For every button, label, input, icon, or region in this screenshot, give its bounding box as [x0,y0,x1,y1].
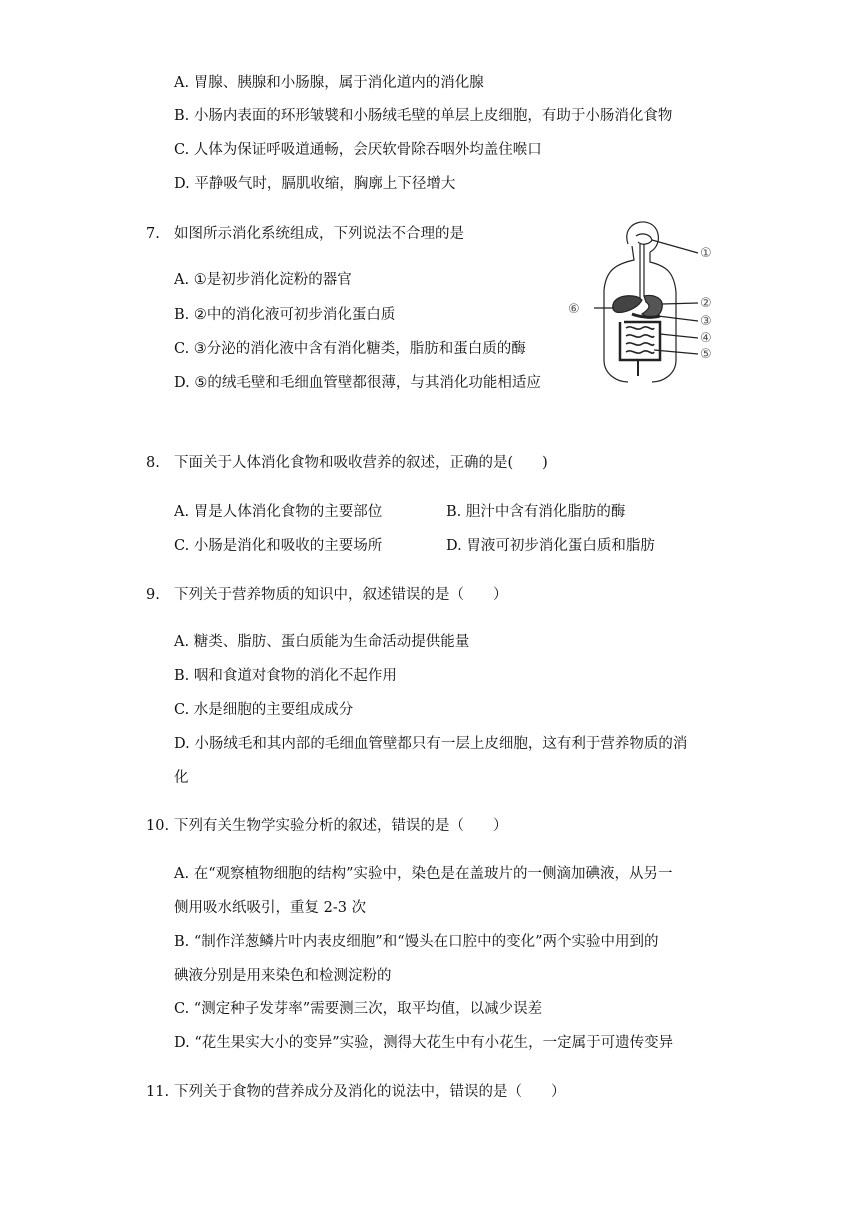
q7-option-a: A. ①是初步消化淀粉的器官 [174,272,352,288]
q8-option-b: B. 胆汁中含有消化脂肪的酶 [446,504,626,520]
q6-option-d: D. 平静吸气时，膈肌收缩，胸廓上下径增大 [174,176,456,192]
q8-number: 8. [146,455,160,471]
label-1: ① [700,246,712,261]
label-2: ② [700,296,712,311]
q7-option-c: C. ③分泌的消化液中含有消化糖类，脂肪和蛋白质的酶 [174,341,526,357]
q8-stem: 下面关于人体消化食物和吸收营养的叙述，正确的是( ) [174,455,548,471]
q9-option-d: D. 小肠绒毛和其内部的毛细血管壁都只有一层上皮细胞，这有利于营养物质的消 [174,736,688,752]
q10-option-a-cont: 侧用吸水纸吸引，重复 2-3 次 [174,900,367,916]
q8-option-c: C. 小肠是消化和吸收的主要场所 [174,538,383,554]
digestive-system-diagram [562,210,722,390]
q9-number: 9. [146,587,160,603]
q9-option-c: C. 水是细胞的主要组成成分 [174,702,354,718]
q6-option-a: A. 胃腺、胰腺和小肠腺，属于消化道内的消化腺 [174,75,484,91]
q10-stem: 下列有关生物学实验分析的叙述，错误的是（ ） [174,818,508,834]
q11-stem: 下列关于食物的营养成分及消化的说法中，错误的是（ ） [174,1084,566,1100]
q8-option-d: D. 胃液可初步消化蛋白质和脂肪 [446,538,655,554]
label-6: ⑥ [568,302,580,317]
q7-option-b: B. ②中的消化液可初步消化蛋白质 [174,307,396,323]
q6-option-c: C. 人体为保证呼吸道通畅，会厌软骨除吞咽外均盖住喉口 [174,142,542,158]
q10-option-b-cont: 碘液分别是用来染色和检测淀粉的 [174,968,392,984]
q7-option-d: D. ⑤的绒毛壁和毛细血管壁都很薄，与其消化功能相适应 [174,375,541,391]
q9-option-d-cont: 化 [174,770,189,786]
q10-option-a: A. 在“观察植物细胞的结构”实验中，染色是在盖玻片的一侧滴加碘液，从另一 [174,866,673,882]
label-3: ③ [700,314,712,329]
q10-option-c: C. “测定种子发芽率”需要测三次，取平均值，以减少误差 [174,1001,543,1017]
label-5: ⑤ [700,347,712,362]
label-4: ④ [700,331,712,346]
q9-stem: 下列关于营养物质的知识中，叙述错误的是（ ） [174,587,508,603]
q9-option-a: A. 糖类、脂肪、蛋白质能为生命活动提供能量 [174,634,470,650]
q11-number: 11. [146,1084,170,1100]
q10-option-d: D. “花生果实大小的变异”实验，测得大花生中有小花生，一定属于可遗传变异 [174,1035,674,1051]
q10-option-b: B. “制作洋葱鳞片叶内表皮细胞”和“馒头在口腔中的变化”两个实验中用到的 [174,934,659,950]
q8-option-a: A. 胃是人体消化食物的主要部位 [174,504,383,520]
q7-number: 7. [146,226,160,242]
q7-stem: 如图所示消化系统组成，下列说法不合理的是 [174,226,464,242]
q9-option-b: B. 咽和食道对食物的消化不起作用 [174,668,397,684]
q10-number: 10. [146,818,170,834]
q6-option-b: B. 小肠内表面的环形皱襞和小肠绒毛壁的单层上皮细胞，有助于小肠消化食物 [174,108,673,124]
